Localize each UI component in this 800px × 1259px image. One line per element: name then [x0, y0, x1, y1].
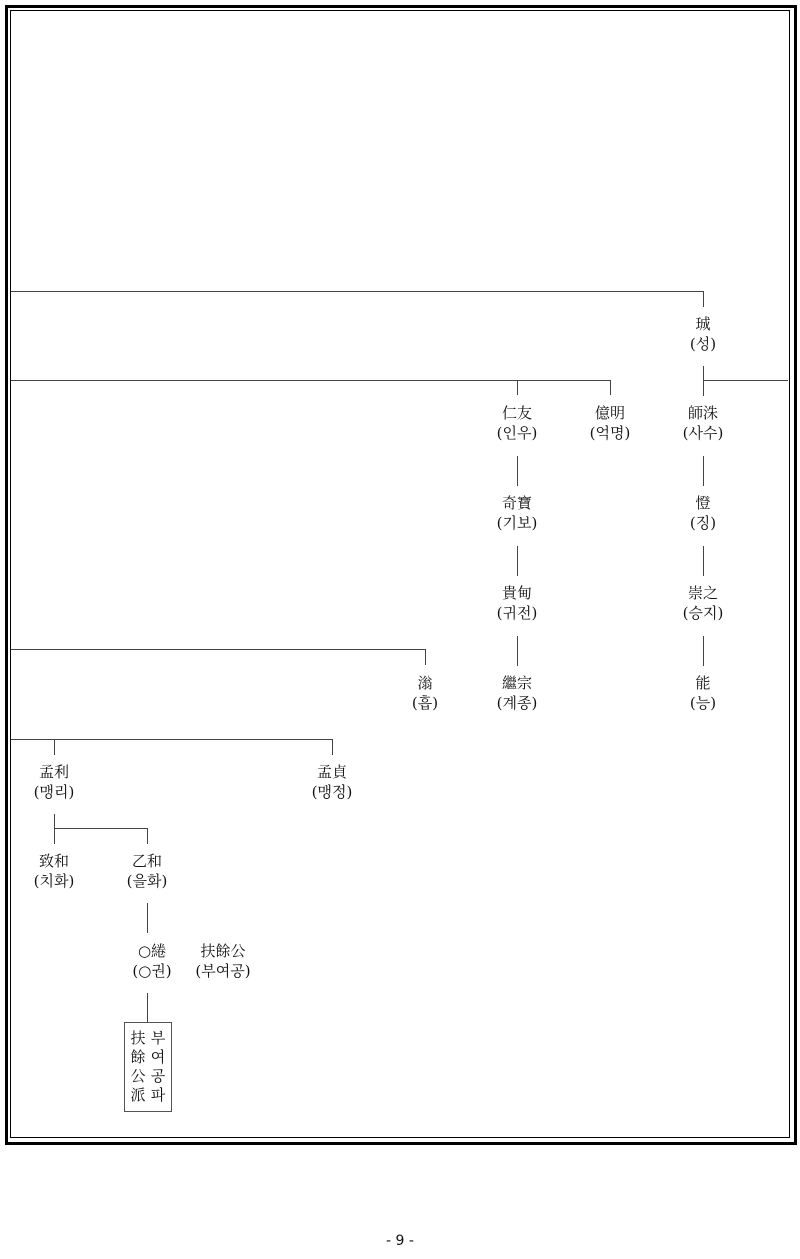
connector-line: [703, 456, 704, 486]
name-hanja: 億明: [594, 404, 625, 422]
title-hanja: 扶餘公: [200, 942, 246, 960]
page-number: - 9 -: [386, 1233, 414, 1249]
connector-line: [610, 380, 611, 395]
person-seong: [663, 314, 743, 354]
name-hanja: 師洙: [687, 404, 718, 422]
connector-line: [703, 546, 704, 576]
person-eokmyeong: [570, 403, 650, 443]
title-hangul: (부여공): [195, 962, 251, 980]
branch-title-hangul: 부여공파: [150, 1029, 166, 1104]
person-heup: [385, 673, 465, 713]
person-maengjeong: [292, 762, 372, 802]
name-hanja: 繼宗: [501, 674, 532, 692]
name-hanja: 貴甸: [501, 584, 532, 602]
person-neung: [663, 673, 743, 713]
connector-line: [517, 546, 518, 576]
connector-line: [147, 903, 148, 933]
connector-line: [703, 366, 704, 396]
branch-title-hanja: 扶餘公派: [130, 1029, 146, 1104]
person-eulhwa: [107, 851, 187, 891]
name-hangul: (인우): [496, 424, 538, 442]
connector-line: [11, 291, 703, 292]
name-hanja: 乙和: [131, 852, 162, 870]
connector-line: [703, 291, 704, 307]
name-hangul: (억명): [589, 424, 631, 442]
connector-line: [11, 380, 610, 381]
connector-line: [517, 636, 518, 666]
name-hangul: (사수): [682, 424, 724, 442]
person-gwijeon: [477, 583, 557, 623]
person-jing: [663, 493, 743, 533]
connector-line: [54, 828, 147, 829]
name-hanja: 奇寶: [501, 494, 532, 512]
name-hangul: (승지): [682, 604, 724, 622]
name-hangul: (성): [689, 335, 717, 353]
name-hangul: (기보): [496, 514, 538, 532]
name-hangul: (○권): [132, 962, 172, 980]
connector-line: [11, 739, 332, 740]
name-hangul: (귀전): [496, 604, 538, 622]
name-hangul: (치화): [33, 872, 75, 890]
name-hanja: 滃: [417, 674, 433, 692]
name-hanja: 致和: [38, 852, 69, 870]
connector-line: [517, 456, 518, 486]
connector-line: [54, 739, 55, 755]
person-maengri: [14, 762, 94, 802]
connector-line: [332, 739, 333, 755]
connector-line: [517, 380, 518, 395]
title-buyeogong: [185, 941, 261, 981]
branch-title-box: [124, 1022, 172, 1112]
connector-line: [703, 636, 704, 666]
connector-line: [703, 380, 788, 381]
name-hanja: 崇之: [687, 584, 718, 602]
name-hangul: (능): [689, 694, 717, 712]
connector-line: [147, 993, 148, 1022]
connector-line: [425, 649, 426, 665]
name-hangul: (을화): [126, 872, 168, 890]
name-hangul: (맹정): [311, 783, 353, 801]
name-hangul: (흡): [411, 694, 439, 712]
connector-line: [11, 649, 425, 650]
name-hanja: 孟利: [38, 763, 69, 781]
name-hanja: 仁友: [501, 404, 532, 422]
person-sasu: [663, 403, 743, 443]
name-hanja: ○綣: [137, 942, 167, 960]
person-gwon: [117, 941, 187, 981]
name-hanja: 能: [695, 674, 711, 692]
name-hanja: 珹: [695, 315, 711, 333]
name-hangul: (계종): [496, 694, 538, 712]
connector-line: [54, 814, 55, 844]
name-hangul: (맹리): [33, 783, 75, 801]
person-seungji: [663, 583, 743, 623]
person-chihwa: [14, 851, 94, 891]
name-hanja: 孟貞: [316, 763, 347, 781]
name-hanja: 憕: [695, 494, 711, 512]
person-gibo: [477, 493, 557, 533]
person-inu: [477, 403, 557, 443]
person-gyejong: [477, 673, 557, 713]
name-hangul: (징): [689, 514, 717, 532]
connector-line: [147, 828, 148, 844]
